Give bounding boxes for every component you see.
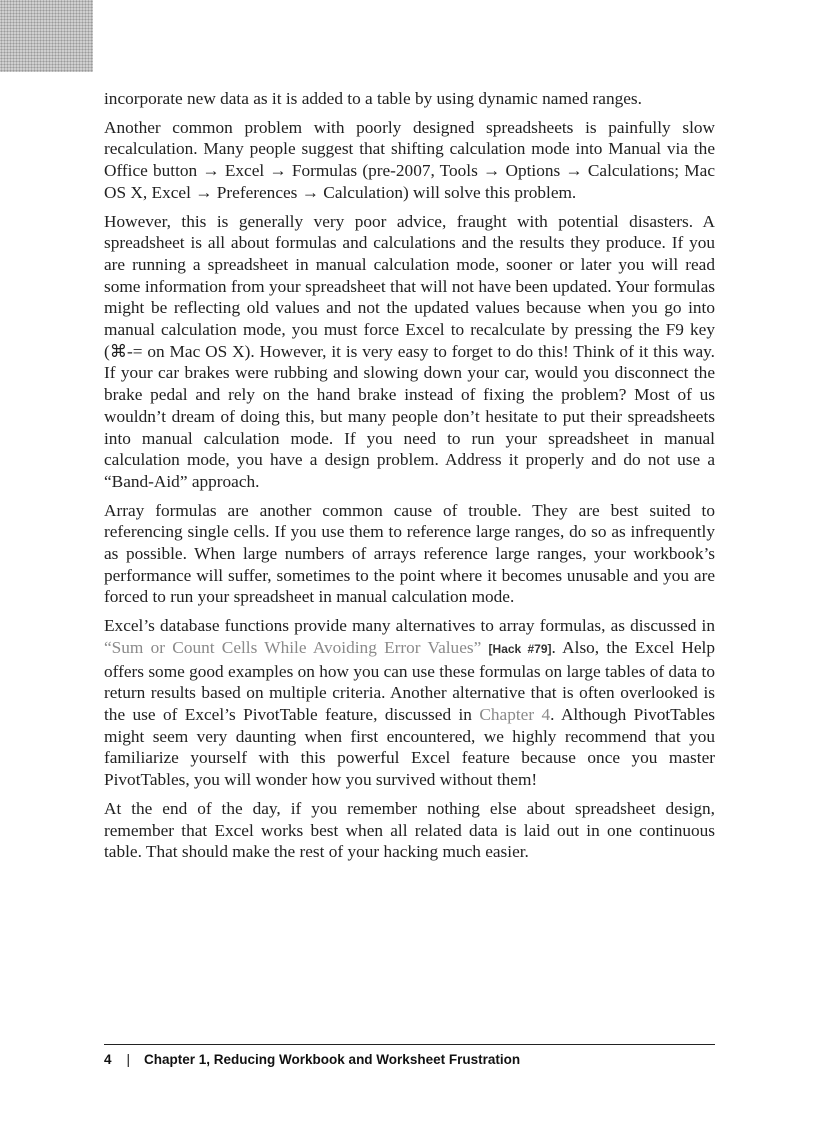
page-number: 4 <box>104 1052 112 1067</box>
chapter-4-link[interactable]: Chapter 4 <box>479 704 551 724</box>
page-footer <box>104 1044 715 1067</box>
footer-separator: | <box>126 1052 131 1067</box>
paragraph-array-formulas: Array formulas are another common cause of trouble. They are best suited to referencing single cells. If you use them to reference large ranges, do so as infrequently as possible. When large numbers of arrays reference large ranges, your workbook’s performance will suffer, sometimes to the point where it becomes unusable and you are forced to run your spreadsheet in manual calculation mode. <box>104 500 715 607</box>
paragraph-database-functions <box>104 615 715 791</box>
hack-number-reference[interactable]: [Hack #79] <box>488 641 552 656</box>
hack-title-link[interactable]: “Sum or Count Cells While Avoiding Error Values” <box>104 637 482 657</box>
paragraph-text: . Although PivotTables might seem very daunting when first encountered, we highly recommend that you familiarize yourself with this powerful Excel feature because once you master PivotTables, you will wonder how you survived without them! <box>104 704 716 790</box>
corner-thumb-tab <box>0 0 93 72</box>
paragraph-manual-calculation-warning: However, this is generally very poor advice, fraught with potential disasters. A spreadsheet is all about formulas and calculations and the results they produce. If you are running a spreadsheet in manual calculation mode, sooner or later you will read some information from your spreadsheet that will not have been updated. Your formulas might be reflecting old values and not the updated values because when you go into manual calculation mode, you must force Excel to recalculate by pressing the F9 key (⌘-= on Mac OS X). However, it is very easy to forget to do this! Think of it this way. If your car brakes were rubbing and slowing down your car, would you disconnect the brake pedal and rely on the hand brake instead of fixing the problem? Most of us wouldn’t dream of doing this, but many people don’t hesitate to put their spreadsheets into manual calculation mode. If you need to run your spreadsheet in manual calculation mode, you have a design problem. Address it properly and do not use a “Band-Aid” approach. <box>104 211 715 491</box>
paragraph-dynamic-ranges: incorporate new data as it is added to a table by using dynamic named ranges. <box>104 89 642 108</box>
paragraph-conclusion: At the end of the day, if you remember nothing else about spreadsheet design, remember that Excel works best when all related data is laid out in one continuous table. That should make the rest of your hacking much easier. <box>104 798 715 862</box>
paragraph-text: . Also, the Excel Help offers some good examples on how you can use these formulas on large tables of data to return results based on multiple criteria. Another alternative that is often overlooked is the use of Excel’s PivotTable feature, discussed in <box>104 637 715 724</box>
paragraph-slow-recalculation: Another common problem with poorly designed spreadsheets is painfully slow recalculation. Many people suggest that shifting calculation mode into Manual via the Office button → Excel → Formulas (pre-2007, Tools → Options → Calculations; Mac OS X, Excel → Preferences → Calculation) will solve this problem. <box>104 117 715 202</box>
running-chapter-title: Chapter 1, Reducing Workbook and Worksheet Frustration <box>144 1052 521 1067</box>
paragraph-text: Excel’s database functions provide many alternatives to array formulas, as discussed in <box>104 616 715 636</box>
page-body <box>104 88 715 870</box>
